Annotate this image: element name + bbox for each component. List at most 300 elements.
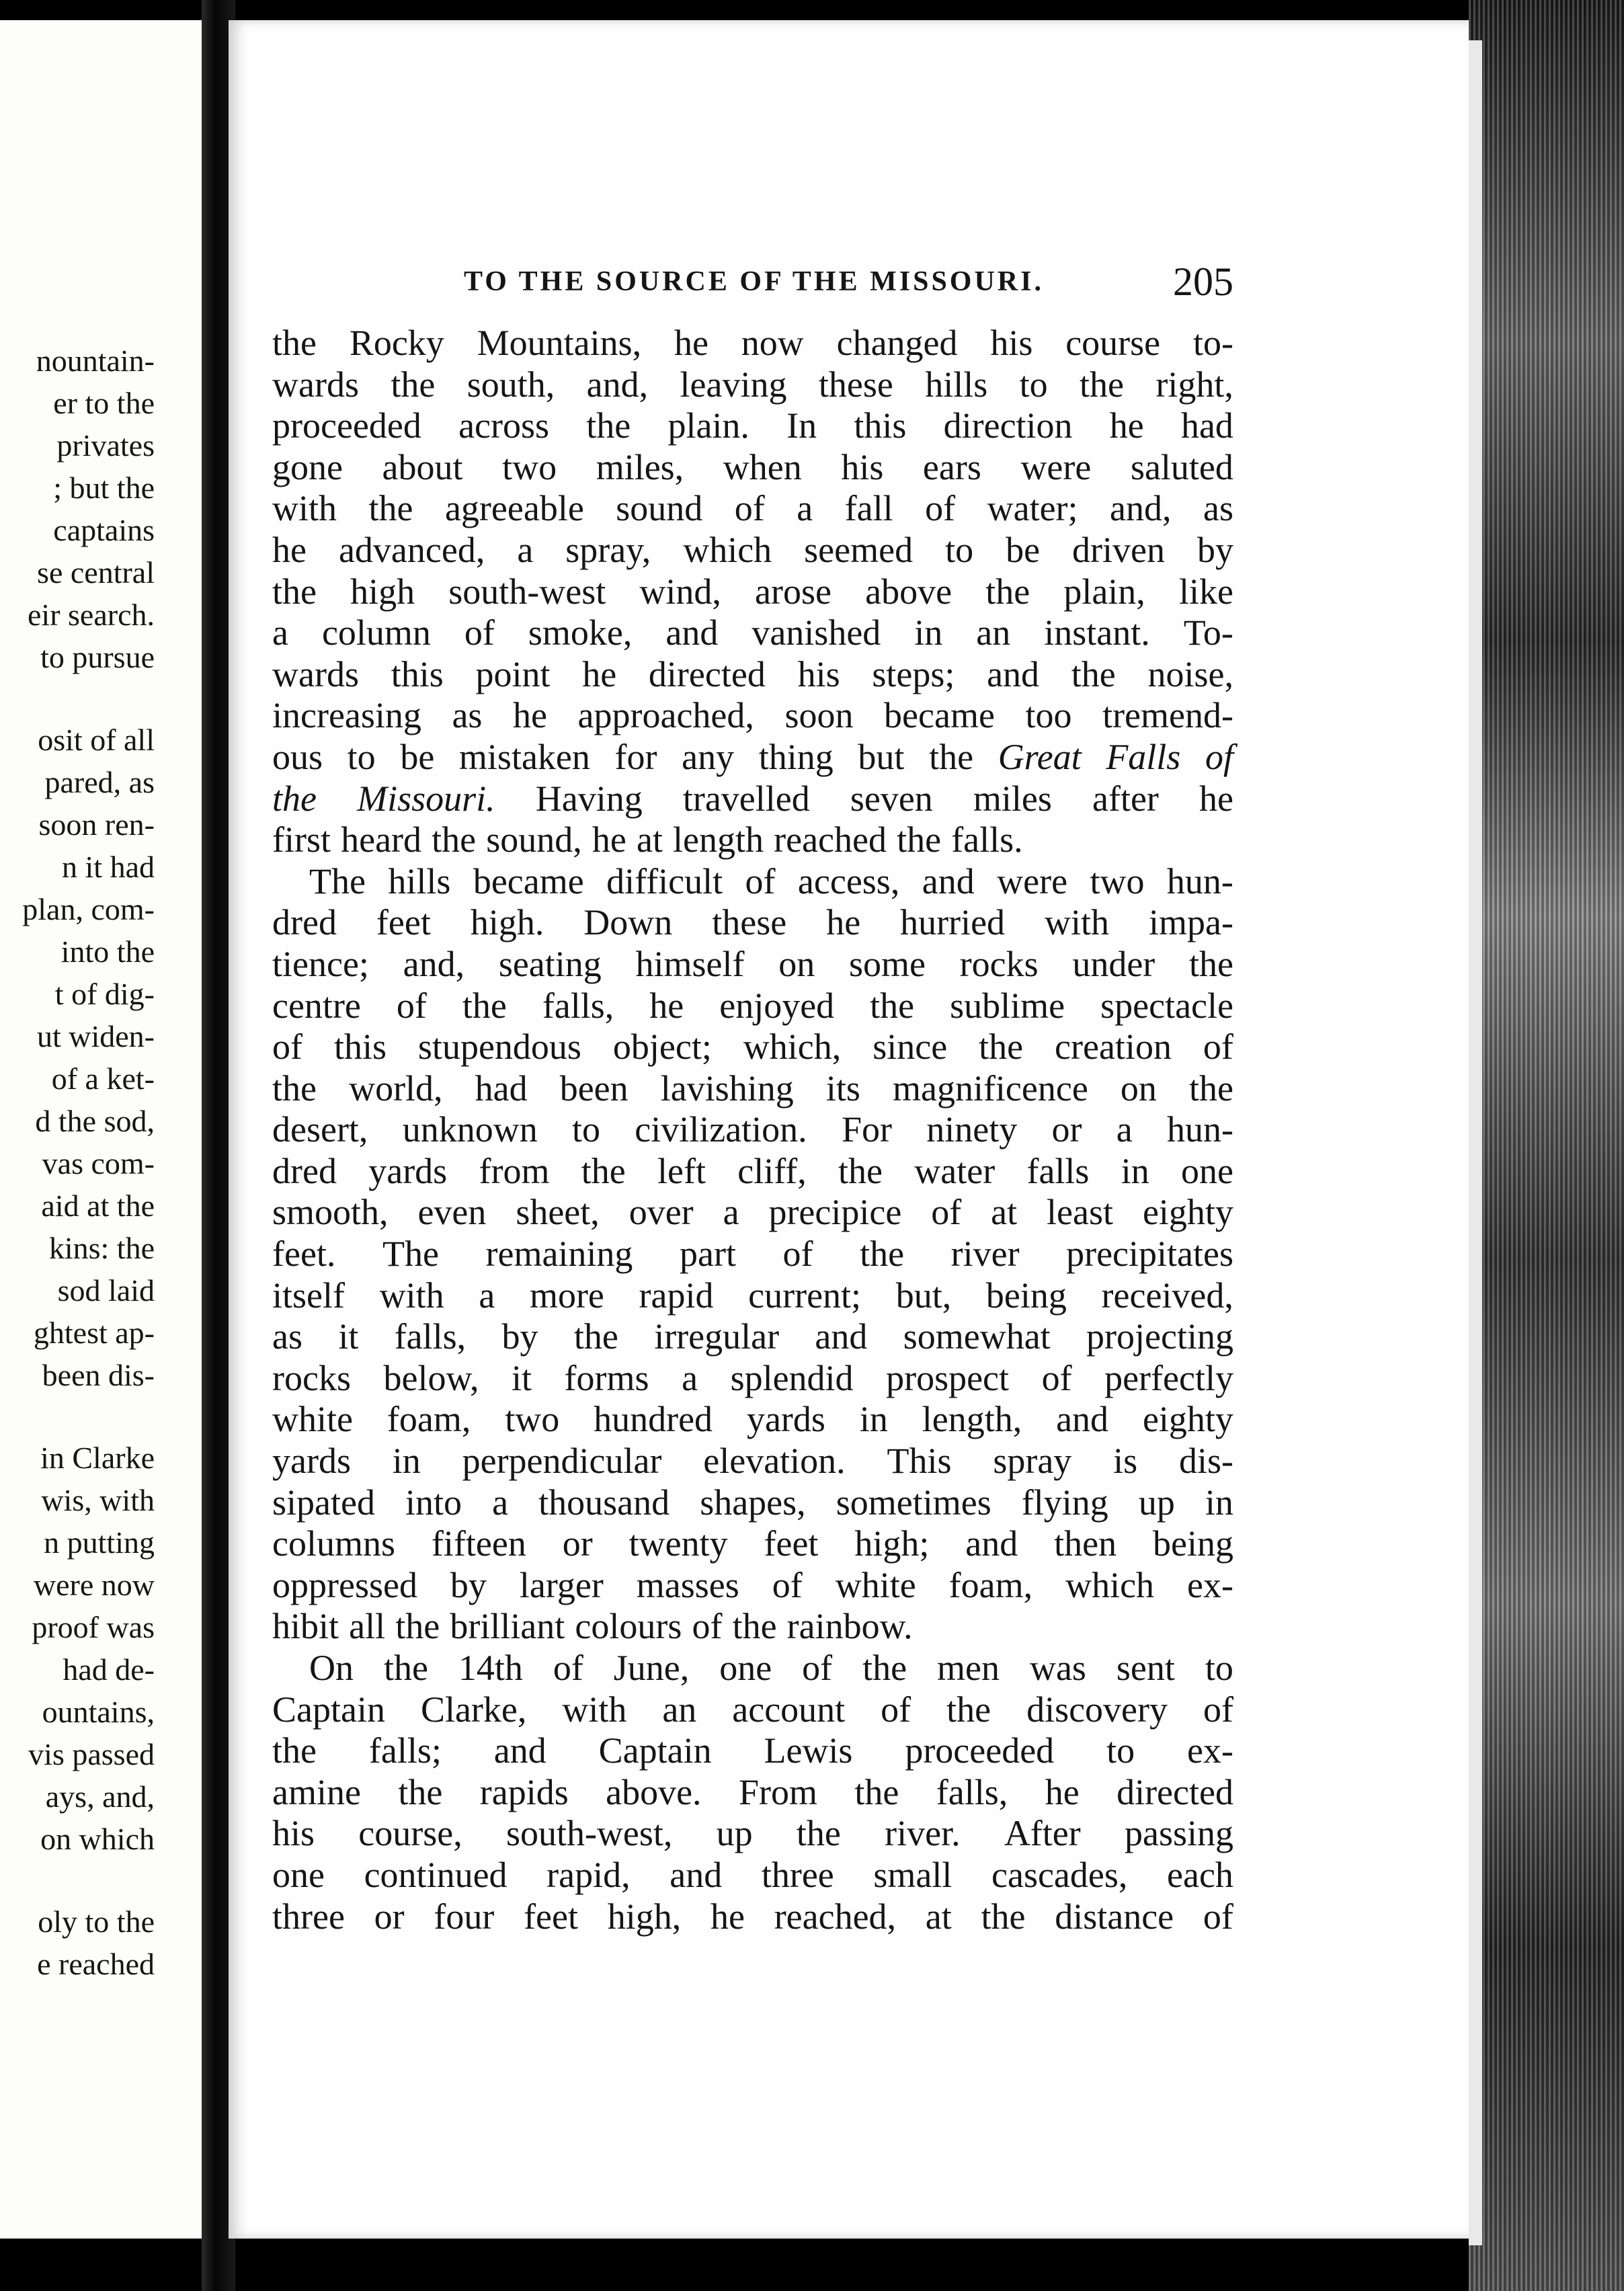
- word: in: [1205, 1482, 1233, 1523]
- word: dis-: [1178, 1441, 1233, 1482]
- word: rocks: [959, 943, 1039, 984]
- word: he: [272, 529, 307, 570]
- word: of: [1041, 1357, 1072, 1398]
- word: foam,: [948, 1564, 1033, 1605]
- word: or: [374, 1896, 405, 1937]
- word: tremend-: [1102, 695, 1233, 736]
- word: fall: [844, 488, 893, 529]
- word: smooth,: [272, 1192, 389, 1233]
- word: his: [841, 446, 884, 487]
- word: The: [309, 860, 366, 901]
- word: thousand: [538, 1482, 670, 1523]
- word: spray,: [565, 529, 651, 570]
- word: miles: [973, 778, 1052, 819]
- word: in: [859, 1399, 888, 1440]
- word: to-: [1192, 323, 1233, 363]
- word: point: [475, 653, 551, 694]
- word: up: [1138, 1482, 1175, 1523]
- word: an: [976, 612, 1011, 653]
- word: he: [1045, 1771, 1080, 1812]
- word: be: [1006, 529, 1041, 570]
- word: three: [272, 1896, 345, 1937]
- left-page-line: sod laid: [57, 1273, 155, 1308]
- word: to: [1019, 364, 1048, 405]
- word: and,: [586, 364, 649, 405]
- word: which,: [743, 1027, 842, 1068]
- word: the: [985, 571, 1030, 612]
- word: Down: [583, 902, 673, 943]
- left-page-line: vis passed: [28, 1737, 155, 1771]
- left-page-line: been dis-: [42, 1358, 155, 1392]
- text-line: [272, 1523, 1233, 1565]
- word: too: [1025, 695, 1072, 736]
- word: since: [872, 1027, 948, 1068]
- word: hun-: [1166, 860, 1233, 901]
- left-page-line: privates: [56, 428, 155, 463]
- word: elevation.: [703, 1441, 846, 1482]
- word: the: [979, 1027, 1024, 1068]
- word: continued: [364, 1854, 508, 1895]
- left-page-line: se central: [37, 555, 155, 590]
- word: Falls: [1106, 736, 1181, 777]
- word: rapid,: [546, 1854, 631, 1895]
- word: from: [479, 1150, 550, 1191]
- left-page-line: t of dig-: [54, 977, 155, 1011]
- word: miles,: [596, 446, 684, 487]
- left-page-line: ays, and,: [45, 1779, 155, 1814]
- word: To-: [1183, 612, 1233, 653]
- word: the: [732, 1606, 777, 1647]
- page-edges: [1469, 0, 1624, 2291]
- word: hills: [925, 364, 988, 405]
- word: more: [529, 1275, 604, 1316]
- word: reached,: [774, 1896, 897, 1937]
- word: After: [1004, 1813, 1081, 1854]
- word: water: [914, 1150, 996, 1191]
- word: water;: [987, 488, 1078, 529]
- text-line: [272, 488, 1233, 530]
- left-page-line: captains: [53, 513, 155, 547]
- word: small: [873, 1854, 952, 1895]
- word: by: [501, 1316, 538, 1357]
- word: he: [1199, 778, 1233, 819]
- word: in: [392, 1441, 421, 1482]
- text-line: [272, 1316, 1233, 1358]
- word: brilliant: [450, 1606, 565, 1647]
- left-page-line: had de-: [63, 1652, 155, 1687]
- word: left: [657, 1150, 706, 1191]
- word: creation: [1055, 1027, 1172, 1068]
- word: and: [665, 612, 719, 653]
- word: a: [479, 1275, 495, 1316]
- word: being: [1153, 1523, 1233, 1564]
- word: eighty: [1142, 1399, 1233, 1440]
- word: of: [881, 1689, 911, 1730]
- word: masses: [636, 1564, 739, 1605]
- word: From: [738, 1771, 817, 1812]
- word: like: [1178, 571, 1233, 612]
- word: falls.: [951, 819, 1023, 860]
- word: of: [802, 1648, 833, 1688]
- word: right,: [1155, 364, 1233, 405]
- word: prospect: [886, 1357, 1010, 1398]
- word: is: [1113, 1441, 1138, 1482]
- word: plain,: [1063, 571, 1145, 612]
- left-page-line: d the sod,: [35, 1104, 155, 1138]
- word: the: [398, 1771, 443, 1812]
- word: ous: [272, 736, 323, 777]
- text-line: [272, 902, 1233, 944]
- left-page-line: pared, as: [44, 765, 155, 799]
- word: of: [1203, 1689, 1233, 1730]
- word: columns: [272, 1523, 395, 1564]
- word: of: [734, 488, 765, 529]
- word: in: [914, 612, 943, 653]
- word: sheet,: [516, 1192, 600, 1233]
- left-page-line: kins: the: [48, 1231, 155, 1265]
- word: enjoyed: [719, 985, 835, 1026]
- word: as: [272, 1316, 302, 1357]
- word: world,: [349, 1068, 443, 1109]
- word: the: [946, 1689, 991, 1730]
- word: one: [1181, 1150, 1233, 1191]
- word: or: [1051, 1109, 1082, 1150]
- word: the: [272, 571, 317, 612]
- word: it: [512, 1357, 532, 1398]
- word: changed: [836, 323, 958, 363]
- word: the: [272, 1730, 317, 1771]
- word: became: [473, 860, 584, 901]
- body-text: [272, 323, 1233, 1937]
- word: larger: [519, 1564, 604, 1605]
- word: falls,: [394, 1316, 466, 1357]
- text-line: [272, 1606, 1233, 1648]
- word: received,: [1101, 1275, 1233, 1316]
- word: This: [887, 1441, 952, 1482]
- word: seemed: [804, 529, 914, 570]
- left-page-line: eir search.: [28, 598, 155, 632]
- word: oppressed: [272, 1564, 417, 1605]
- word: sipated: [272, 1482, 375, 1523]
- word: column: [321, 612, 431, 653]
- text-line: [272, 571, 1233, 613]
- word: Lewis: [764, 1730, 853, 1771]
- word: at: [925, 1896, 952, 1937]
- word: gone: [272, 446, 343, 487]
- word: he: [649, 985, 684, 1026]
- word: of: [745, 860, 776, 901]
- word: he: [1109, 405, 1144, 446]
- page-header: [235, 245, 1233, 304]
- word: seating: [498, 943, 602, 984]
- word: a: [272, 612, 288, 653]
- word: his: [272, 1813, 315, 1854]
- word: sublime: [950, 985, 1065, 1026]
- word: somewhat: [903, 1316, 1051, 1357]
- left-page-line: ; but the: [53, 471, 155, 505]
- word: at: [636, 819, 663, 860]
- word: impa-: [1149, 902, 1233, 943]
- text-line: [272, 364, 1233, 406]
- left-page-line: plan, com-: [22, 892, 155, 926]
- word: or: [562, 1523, 593, 1564]
- word: its: [825, 1068, 860, 1109]
- word: centre: [272, 985, 361, 1026]
- word: and: [493, 1730, 546, 1771]
- word: this: [854, 405, 907, 446]
- word: In: [786, 405, 817, 446]
- word: leaving: [680, 364, 787, 405]
- word: which: [683, 529, 772, 570]
- word: his: [990, 323, 1033, 363]
- text-line: [272, 695, 1233, 737]
- word: spectacle: [1100, 985, 1233, 1026]
- word: a: [1116, 1109, 1133, 1150]
- word: on: [778, 943, 815, 984]
- word: fifteen: [431, 1523, 526, 1564]
- word: discovery: [1026, 1689, 1168, 1730]
- word: magnificence: [892, 1068, 1088, 1109]
- word: of: [396, 985, 427, 1026]
- word: the: [870, 985, 915, 1026]
- word: precipitates: [1066, 1234, 1233, 1275]
- left-page-line: osit of all: [38, 723, 155, 757]
- word: yards: [368, 1150, 448, 1191]
- word: in: [1121, 1150, 1149, 1191]
- word: to: [347, 736, 376, 777]
- text-line: [272, 654, 1233, 696]
- word: the: [395, 1606, 440, 1647]
- left-page-line: soon ren-: [38, 807, 155, 842]
- word: The: [382, 1234, 439, 1275]
- word: this: [391, 653, 444, 694]
- word: high: [350, 571, 415, 612]
- word: amine: [272, 1771, 361, 1812]
- word: falls: [1026, 1150, 1090, 1191]
- text-line: [272, 1068, 1233, 1110]
- word: dred: [272, 1150, 337, 1191]
- word: two: [502, 446, 557, 487]
- word: of: [692, 1606, 723, 1647]
- left-page-line: nountain-: [36, 344, 155, 378]
- word: the: [838, 1150, 883, 1191]
- word: by: [1196, 529, 1233, 570]
- word: it: [338, 1316, 359, 1357]
- word: heard: [341, 819, 422, 860]
- word: advanced,: [338, 529, 485, 570]
- word: the: [383, 1648, 428, 1688]
- word: hibit: [272, 1606, 339, 1647]
- word: current;: [748, 1275, 862, 1316]
- word: men: [937, 1648, 1000, 1688]
- word: foam,: [387, 1399, 471, 1440]
- word: the: [862, 1648, 907, 1688]
- left-page-line: to pursue: [40, 640, 155, 674]
- word: approached,: [577, 695, 754, 736]
- word: perfectly: [1104, 1357, 1233, 1398]
- left-page-line: [0, 678, 155, 719]
- text-line: [272, 1855, 1233, 1896]
- word: one: [719, 1648, 772, 1688]
- word: he: [592, 819, 626, 860]
- word: least: [1047, 1192, 1114, 1233]
- word: four: [434, 1896, 495, 1937]
- word: ex-: [1187, 1564, 1233, 1605]
- word: any: [682, 736, 735, 777]
- text-line: [272, 1648, 1233, 1689]
- word: the: [1189, 943, 1233, 984]
- left-page-line: wis, with: [41, 1483, 155, 1517]
- word: Great: [998, 736, 1082, 777]
- word: seven: [850, 778, 933, 819]
- word: the: [854, 1771, 899, 1812]
- word: the: [1071, 653, 1116, 694]
- word: and: [922, 860, 975, 901]
- word: plain.: [667, 405, 749, 446]
- word: length: [673, 819, 764, 860]
- word: of: [772, 1564, 803, 1605]
- text-line: [272, 737, 1233, 778]
- text-line: [272, 819, 1233, 861]
- word: he: [826, 902, 861, 943]
- word: tience;: [272, 943, 369, 984]
- word: which: [1065, 1564, 1155, 1605]
- word: over: [628, 1192, 694, 1233]
- word: even: [417, 1192, 487, 1233]
- word: increasing: [272, 695, 421, 736]
- left-page-line: into the: [60, 934, 155, 969]
- word: with: [379, 1275, 444, 1316]
- word: object;: [612, 1027, 712, 1068]
- word: Captain: [598, 1730, 712, 1771]
- word: the: [860, 1234, 905, 1275]
- text-line: [272, 405, 1233, 447]
- word: directed: [1116, 1771, 1233, 1812]
- left-page-line: in Clarke: [40, 1441, 155, 1475]
- word: south-west,: [505, 1813, 673, 1854]
- word: the: [573, 1316, 618, 1357]
- word: proceeded: [905, 1730, 1055, 1771]
- word: Missouri.: [357, 778, 495, 819]
- word: and: [987, 653, 1040, 694]
- word: cliff,: [737, 1150, 807, 1191]
- word: wards: [272, 364, 359, 405]
- word: soon: [784, 695, 854, 736]
- word: one: [272, 1854, 325, 1895]
- word: precipice: [768, 1192, 902, 1233]
- word: 14th: [458, 1648, 523, 1688]
- text-line: [272, 1772, 1233, 1814]
- word: Captain: [272, 1689, 385, 1730]
- word: directed: [648, 653, 766, 694]
- word: under: [1072, 943, 1155, 984]
- word: into: [405, 1482, 462, 1523]
- word: he: [674, 323, 708, 363]
- word: white: [272, 1399, 353, 1440]
- word: on: [1120, 1068, 1157, 1109]
- word: the: [929, 736, 974, 777]
- word: when: [723, 446, 802, 487]
- text-line: [272, 323, 1233, 364]
- word: rapid: [639, 1275, 714, 1316]
- word: the: [1189, 1068, 1233, 1109]
- page-edge-light: [1469, 40, 1482, 2245]
- text-line: [272, 447, 1233, 489]
- word: saluted: [1130, 446, 1233, 487]
- word: and: [669, 1854, 723, 1895]
- word: June,: [613, 1648, 690, 1688]
- word: For: [841, 1109, 892, 1150]
- word: colours: [575, 1606, 682, 1647]
- word: course: [1065, 323, 1161, 363]
- word: splendid: [730, 1357, 854, 1398]
- word: to: [945, 529, 974, 570]
- word: of: [782, 1234, 813, 1275]
- left-page-line: [0, 1396, 155, 1437]
- word: the: [1080, 364, 1125, 405]
- word: of: [553, 1648, 583, 1688]
- word: himself: [635, 943, 745, 984]
- word: hun-: [1166, 1109, 1233, 1150]
- left-page-line: e reached: [37, 1947, 155, 1981]
- word: with: [562, 1689, 627, 1730]
- word: his: [797, 653, 840, 694]
- word: an: [662, 1689, 697, 1730]
- text-line: [272, 1813, 1233, 1855]
- word: these: [818, 364, 893, 405]
- word: smoke,: [528, 612, 633, 653]
- word: twenty: [628, 1523, 728, 1564]
- text-line: [272, 1441, 1233, 1482]
- text-line: [272, 986, 1233, 1027]
- word: to: [1205, 1648, 1233, 1688]
- left-page-text: [0, 339, 155, 1985]
- word: and,: [1110, 488, 1172, 529]
- text-line: [272, 1027, 1233, 1068]
- word: and: [815, 1316, 868, 1357]
- word: wards: [272, 653, 359, 694]
- text-line: [272, 1730, 1233, 1772]
- word: stupendous: [417, 1027, 581, 1068]
- word: forms: [564, 1357, 649, 1398]
- text-line: [272, 778, 1233, 820]
- word: up: [716, 1813, 753, 1854]
- word: direction: [943, 405, 1073, 446]
- word: travelled: [682, 778, 810, 819]
- word: unknown: [402, 1109, 538, 1150]
- word: the: [462, 985, 507, 1026]
- left-page-line: on which: [40, 1822, 155, 1856]
- word: across: [458, 405, 550, 446]
- text-line: [272, 1234, 1233, 1275]
- word: now: [741, 323, 804, 363]
- left-page-line: ut widen-: [36, 1019, 155, 1053]
- word: first: [272, 819, 331, 860]
- word: lavishing: [660, 1068, 794, 1109]
- word: the: [586, 405, 631, 446]
- word: a: [797, 488, 813, 529]
- word: distance: [1055, 1896, 1174, 1937]
- word: the: [368, 488, 413, 529]
- word: had: [1180, 405, 1233, 446]
- word: two: [505, 1399, 560, 1440]
- word: falls;: [368, 1730, 442, 1771]
- word: then: [1054, 1523, 1117, 1564]
- word: of: [931, 1192, 962, 1233]
- word: below,: [383, 1357, 479, 1398]
- word: mistaken: [458, 736, 590, 777]
- word: thing: [758, 736, 834, 777]
